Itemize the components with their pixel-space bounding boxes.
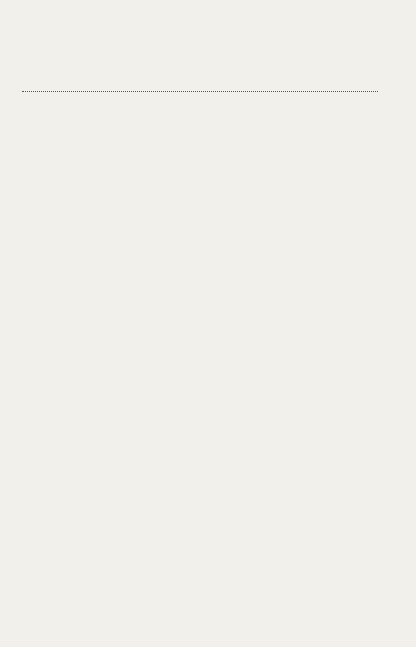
table-of-contents (20, 60, 394, 98)
final-entry (20, 66, 394, 98)
final-entry-line1 (20, 66, 394, 82)
dot-leader (22, 82, 378, 92)
final-entry-line2 (20, 82, 394, 98)
